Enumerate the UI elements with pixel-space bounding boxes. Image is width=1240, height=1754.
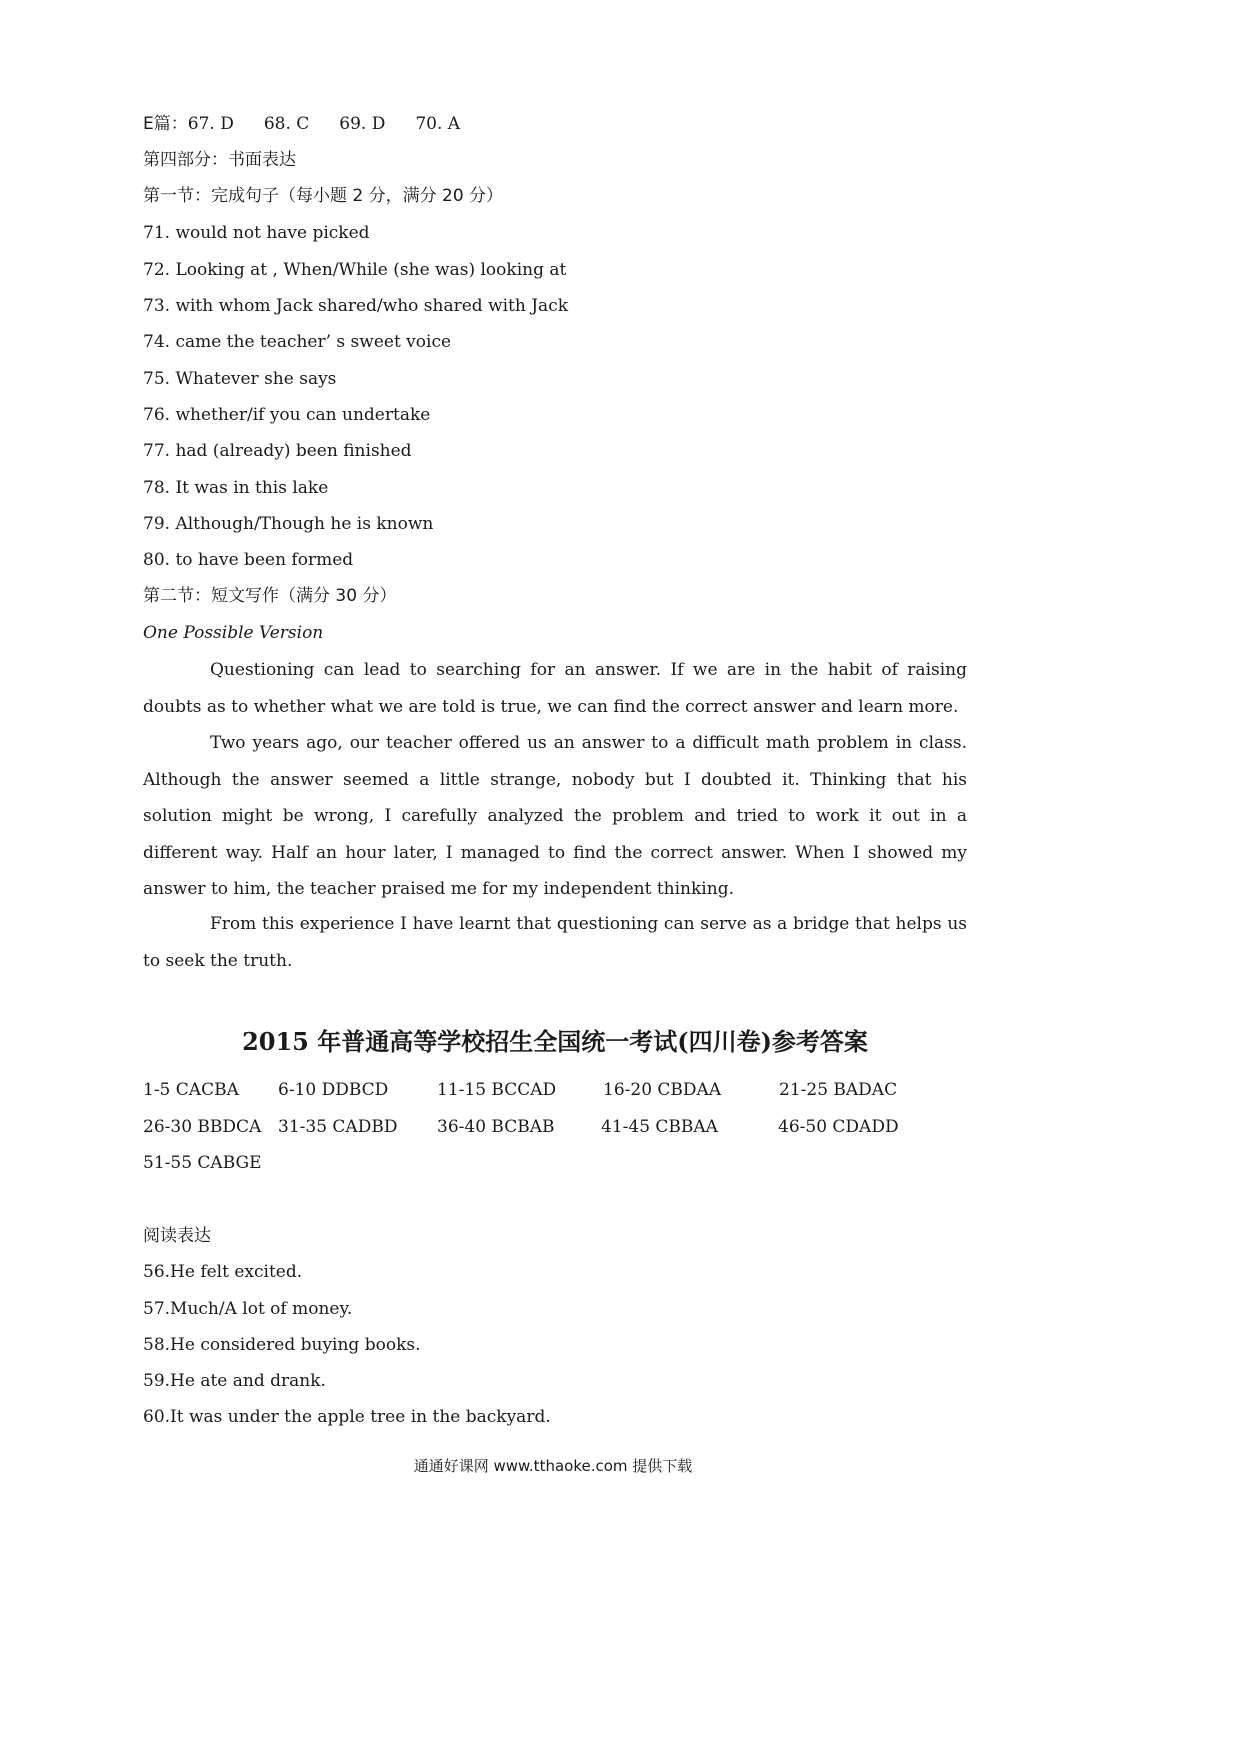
sentence-72: 72. Looking at , When/While (she was) looking at — [143, 260, 567, 280]
answer-68: 68. C — [263, 114, 310, 134]
part4-heading: 第四部分：书面表达 — [143, 150, 296, 170]
answer-67: 67. D — [187, 114, 234, 134]
footer-source: 通通好课网 www.tthaoke.com 提供下载 — [413, 1457, 693, 1475]
answer-70: 70. A — [415, 114, 461, 134]
section-e-answers — [143, 112, 490, 136]
sentence-78: 78. It was in this lake — [143, 478, 329, 498]
reading-answer-59: 59.He ate and drank. — [143, 1371, 326, 1391]
sentence-76: 76. whether/if you can undertake — [143, 405, 431, 425]
sentence-77: 77. had (already) been finished — [143, 441, 412, 461]
essay-paragraph-1: Questioning can lead to searching for an answer. If we are in the habit of raising doubts as to whether what we are told is true, we can find the correct answer and learn more. — [143, 660, 967, 717]
reading-heading: 阅读表达 — [143, 1226, 211, 1246]
reading-answer-56: 56.He felt excited. — [143, 1262, 303, 1282]
sentence-80: 80. to have been formed — [143, 550, 354, 570]
answer-group: 51-55 CABGE — [143, 1153, 262, 1173]
answer-group: 11-15 BCCAD — [437, 1080, 557, 1100]
sentence-79: 79. Although/Though he is known — [143, 514, 434, 534]
answer-group: 6-10 DDBCD — [278, 1080, 389, 1100]
section-e-label: E篇： — [143, 114, 188, 134]
sentence-73: 73. with whom Jack shared/who shared with Jack — [143, 296, 569, 316]
answer-group: 36-40 BCBAB — [437, 1117, 555, 1137]
answer-group: 26-30 BBDCA — [143, 1117, 262, 1137]
answer-group: 1-5 CACBA — [143, 1080, 239, 1100]
sentence-74: 74. came the teacher’ s sweet voice — [143, 332, 452, 352]
reading-answer-57: 57.Much/A lot of money. — [143, 1299, 353, 1319]
essay-paragraph-3: From this experience I have learnt that questioning can serve as a bridge that helps us to seek the truth. — [143, 914, 967, 971]
version-label: One Possible Version — [143, 623, 324, 643]
answer-group: 21-25 BADAC — [779, 1080, 898, 1100]
answer-group: 16-20 CBDAA — [603, 1080, 722, 1100]
sentence-71: 71. would not have picked — [143, 223, 370, 243]
essay-paragraph-2: Two years ago, our teacher offered us an answer to a difficult math problem in class. Although the answer seemed a little strange, nobody but I doubted it. Thinking that his solution might be wrong, I carefully analyzed the problem and tried to work it out in a different way. Half an hour later, I managed to find the correct answer. When I showed my answer to him, the teacher praised me for my independent thinking. — [143, 733, 967, 899]
reading-answer-60: 60.It was under the apple tree in the backyard. — [143, 1407, 551, 1427]
reading-answer-58: 58.He considered buying books. — [143, 1335, 421, 1355]
answer-69: 69. D — [339, 114, 386, 134]
sentence-75: 75. Whatever she says — [143, 369, 337, 389]
answer-group: 41-45 CBBAA — [601, 1117, 718, 1137]
answer-group: 46-50 CDADD — [778, 1117, 899, 1137]
section1-heading: 第一节：完成句子（每小题 2 分，满分 20 分） — [143, 186, 504, 206]
section2-heading: 第二节：短文写作（满分 30 分） — [143, 586, 397, 606]
answer-group: 31-35 CADBD — [278, 1117, 398, 1137]
sichuan-answer-title: 2015 年普通高等学校招生全国统一考试(四川卷)参考答案 — [242, 1027, 868, 1056]
